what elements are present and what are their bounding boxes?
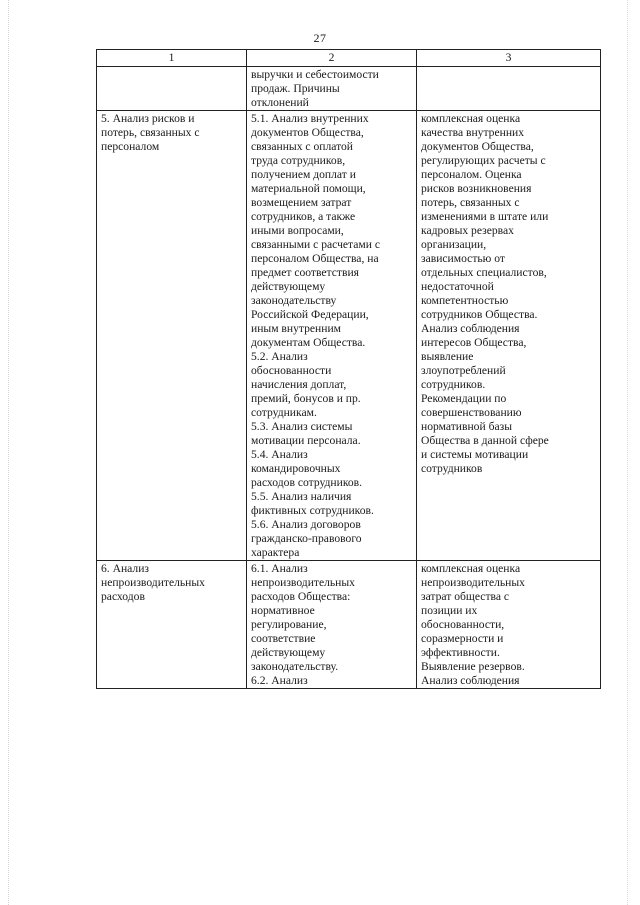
cell-text: 5.1. Анализ внутренних документов Общества, связанных с оплатой труда сотрудников, получением доплат и материальной помощи, возмещением затрат сотрудников, а также иными вопросами, связанными с расчетами с персоналом Общества, на предмет соответствия действующему законодательству Российской Федерации, иным внутренним документам Общества. 5.2. Анализ обоснованности начисления доплат, премий, бонусов и пр. сотрудникам. 5.3. Анализ системы мотивации персонала. 5.4. Анализ командировочных расходов сотрудников. 5.5. Анализ наличия фиктивных сотрудников. 5.6. Анализ договоров гражданско-правового характера	[251, 112, 380, 559]
cell-topic	[97, 111, 247, 561]
scan-margin-line	[8, 0, 10, 905]
cell-procedures	[247, 561, 417, 689]
analysis-table	[96, 49, 601, 689]
header-cell-3: 3	[417, 50, 601, 67]
cell-text: 6.1. Анализ непроизводительных расходов Общества: нормативное регулирование, соответствие действующему законодательству. 6.2. Анализ	[251, 562, 355, 687]
cell-text: комплексная оценка непроизводительных затрат общества с позиции их обоснованности, соразмерности и эффективности. Выявление резервов. Анализ соблюдения	[421, 562, 525, 687]
table-row	[97, 111, 601, 561]
cell-text: 5. Анализ рисков и потерь, связанных с персоналом	[101, 112, 200, 153]
cell-procedures	[247, 67, 417, 111]
cell-procedures	[247, 111, 417, 561]
cell-result	[417, 111, 601, 561]
cell-text: комплексная оценка качества внутренних документов Общества, регулирующих расчеты с персоналом. Оценка рисков возникновения потерь, связанных с изменениями в штате или кадровых резервах организации, зависимостью от отдельных специалистов, недостаточной компетентностью сотрудников Общества. Анализ соблюдения интересов Общества, выявление злоупотреблений сотрудников. Рекомендации по совершенствованию нормативной базы Общества в данной сфере и системы мотивации сотрудников	[421, 112, 549, 475]
table-row	[97, 561, 601, 689]
table-row	[97, 67, 601, 111]
header-cell-2: 2	[247, 50, 417, 67]
page-number: 27	[313, 31, 327, 45]
cell-text: 6. Анализ непроизводительных расходов	[101, 562, 205, 603]
cell-topic	[97, 561, 247, 689]
scan-edge-line	[627, 0, 629, 905]
cell-result	[417, 561, 601, 689]
table-header-row	[97, 50, 601, 67]
header-cell-1: 1	[97, 50, 247, 67]
cell-text: выручки и себестоимости продаж. Причины отклонений	[251, 68, 379, 109]
cell-result	[417, 67, 601, 111]
cell-topic	[97, 67, 247, 111]
